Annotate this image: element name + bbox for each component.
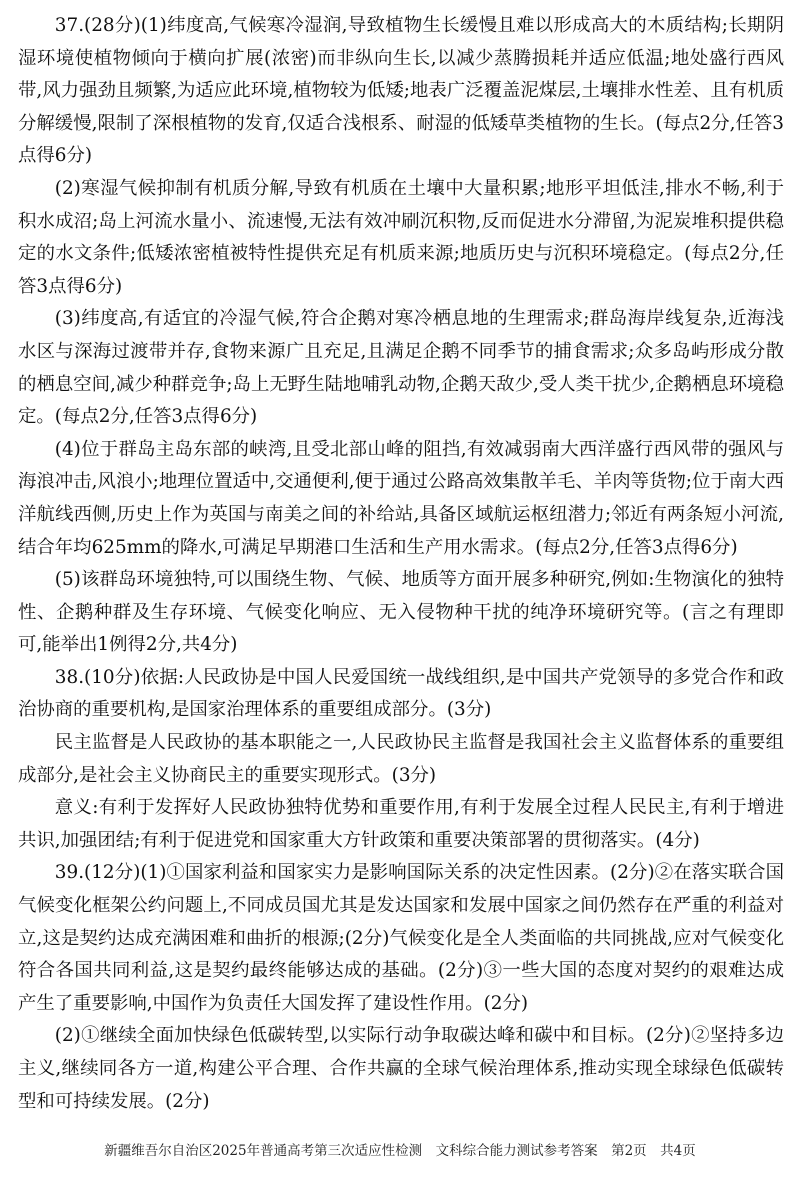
answer-38-basis: 38.(10分)依据:人民政协是中国人民爱国统一战线组织,是中国共产党领导的多党合作和政治协商的重要机构,是国家治理体系的重要组成部分。(3分) xyxy=(18,666,784,721)
answer-39-part-1: 39.(12分)(1)①国家利益和国家实力是影响国际关系的决定性因素。(2分)②在落实联合国气候变化框架公约问题上,不同成员国尤其是发达国家和发展中国家之间仍然存在严重的利益对立,这是契约达成充满困难和曲折的根源;(2分)气候变化是全人类面临的共同挑战,应对气候变化符合各国共同利益,这是契约最终能够达成的基础。(2分)③一些大国的态度对契约的艰难达成产生了重要影响,中国作为负责任大国发挥了建设性作用。(2分) xyxy=(18,862,784,1014)
answer-37-part-5: (5)该群岛环境独特,可以围绕生物、气候、地质等方面开展多种研究,例如:生物演化的独特性、企鹅种群及生存环境、气候变化响应、无入侵物种干扰的纯净环境研究等。(言之有理即可,能举出1例得2分,共4分) xyxy=(18,569,784,656)
answer-key-page xyxy=(18,10,784,1118)
answer-37-part-4: (4)位于群岛主岛东部的峡湾,且受北部山峰的阻挡,有效减弱南大西洋盛行西风带的强风与海浪冲击,风浪小;地理位置适中,交通便利,便于通过公路高效集散羊毛、羊肉等货物;位于南大西洋航线西侧,历史上作为英国与南美之间的补给站,具备区域航运枢纽潜力;邻近有两条短小河流,结合年均625mm的降水,可满足早期港口生活和生产用水需求。(每点2分,任答3点得6分) xyxy=(18,438,784,558)
page-footer: 新疆维吾尔自治区2025年普通高考第三次适应性检测 文科综合能力测试参考答案 第2页 共4页 xyxy=(104,1143,696,1159)
answer-38-significance: 意义:有利于发挥好人民政协独特优势和重要作用,有利于发展全过程人民民主,有利于增进共识,加强团结;有利于促进党和国家重大方针政策和重要决策部署的贯彻落实。(4分) xyxy=(18,797,784,851)
answer-39-part-2: (2)①继续全面加快绿色低碳转型,以实际行动争取碳达峰和碳中和目标。(2分)②坚持多边主义,继续同各方一道,构建公平合理、合作共赢的全球气候治理体系,推动实现全球绿色低碳转型和可持续发展。(2分) xyxy=(18,1025,784,1112)
answer-37-part-1: 37.(28分)(1)纬度高,气候寒冷湿润,导致植物生长缓慢且难以形成高大的木质结构;长期阴湿环境使植物倾向于横向扩展(浓密)而非纵向生长,以减少蒸腾损耗并适应低温;地处盛行西风带,风力强劲且频繁,为适应此环境,植物较为低矮;地表广泛覆盖泥煤层,土壤排水性差、且有机质分解缓慢,限制了深根植物的发育,仅适合浅根系、耐湿的低矮草类植物的生长。(每点2分,任答3点得6分) xyxy=(18,15,784,167)
answer-37-part-3: (3)纬度高,有适宜的冷湿气候,符合企鹅对寒冷栖息地的生理需求;群岛海岸线复杂,近海浅水区与深海过渡带并存,食物来源广且充足,且满足企鹅不同季节的捕食需求;众多岛屿形成分散的栖息空间,减少种群竞争;岛上无野生陆地哺乳动物,企鹅天敌少,受人类干扰少,企鹅栖息环境稳定。(每点2分,任答3点得6分) xyxy=(18,308,784,428)
answer-38-supervision: 民主监督是人民政协的基本职能之一,人民政协民主监督是我国社会主义监督体系的重要组成部分,是社会主义协商民主的重要实现形式。(3分) xyxy=(18,732,784,786)
answer-37-part-2: (2)寒湿气候抑制有机质分解,导致有机质在土壤中大量积累;地形平坦低洼,排水不畅,利于积水成沼;岛上河流水量小、流速慢,无法有效冲刷沉积物,反而促进水分滞留,为泥炭堆积提供稳定的水文条件;低矮浓密植被特性提供充足有机质来源;地质历史与沉积环境稳定。(每点2分,任答3点得6分) xyxy=(18,177,784,297)
